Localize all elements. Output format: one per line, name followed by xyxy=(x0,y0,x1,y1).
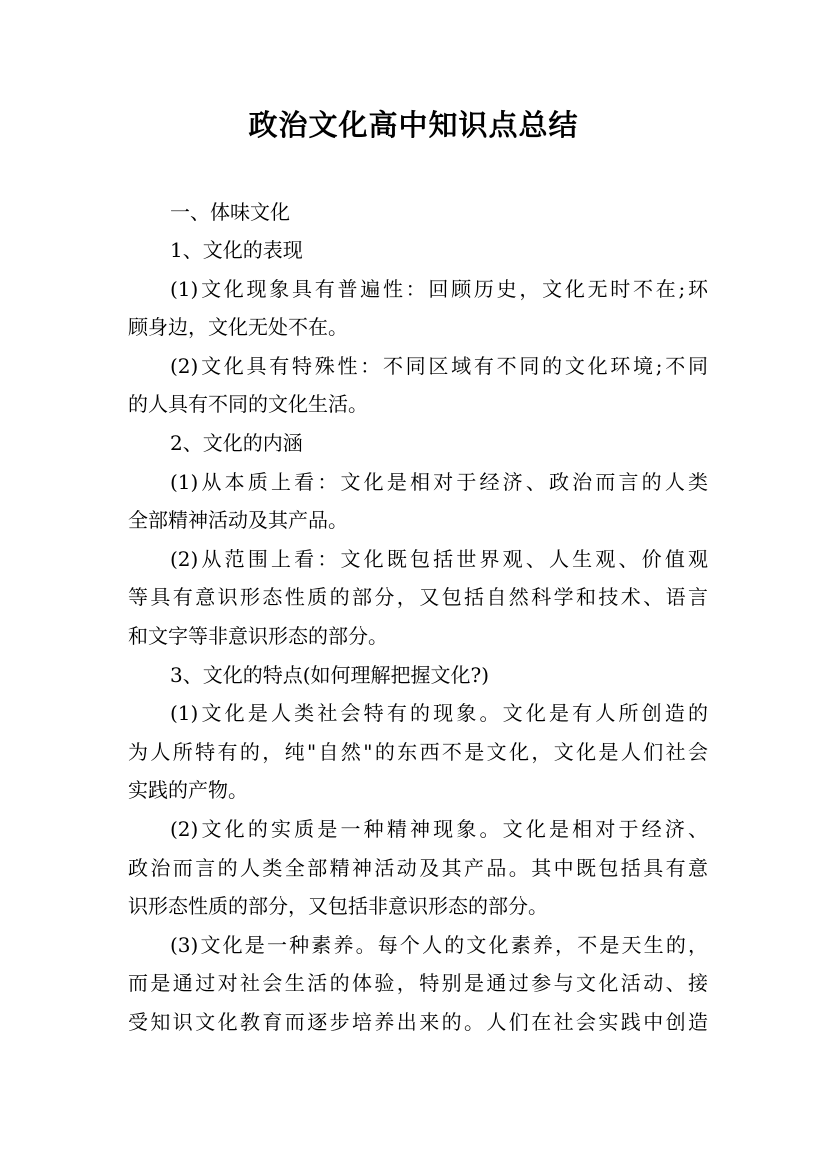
subheading-2: 2、文化的内涵 xyxy=(170,431,303,455)
document-title: 政治文化高中知识点总结 xyxy=(248,108,579,142)
paragraph-line: 全部精神活动及其产品。 xyxy=(128,508,348,532)
paragraph-line: (1)文化是人类社会特有的现象。文化是有人所创造的 xyxy=(170,701,708,725)
paragraph-line: 顾身边，文化无处不在。 xyxy=(128,315,348,339)
paragraph-line: 实践的产物。 xyxy=(128,778,248,802)
paragraph-line: 受知识文化教育而逐步培养出来的。人们在社会实践中创造 xyxy=(128,1010,708,1034)
paragraph-line: 而是通过对社会生活的体验，特别是通过参与文化活动、接 xyxy=(128,971,708,995)
paragraph-line: (2)文化的实质是一种精神现象。文化是相对于经济、 xyxy=(170,817,708,841)
paragraph-line: 和文字等非意识形态的部分。 xyxy=(128,624,388,648)
paragraph-line: 的人具有不同的文化生活。 xyxy=(128,392,368,416)
subheading-3: 3、文化的特点(如何理解把握文化?) xyxy=(170,663,490,687)
paragraph-line: (2)从范围上看：文化既包括世界观、人生观、价值观 xyxy=(170,547,708,571)
paragraph-line: 识形态性质的部分，又包括非意识形态的部分。 xyxy=(128,894,548,918)
heading-1: 一、体味文化 xyxy=(170,200,290,224)
paragraph-line: 等具有意识形态性质的部分，又包括自然科学和技术、语言 xyxy=(128,585,708,609)
paragraph-line: 政治而言的人类全部精神活动及其产品。其中既包括具有意 xyxy=(128,856,708,880)
paragraph-line: 为人所特有的，纯"自然"的东西不是文化，文化是人们社会 xyxy=(128,740,708,764)
paragraph-line: (2)文化具有特殊性：不同区域有不同的文化环境;不同 xyxy=(170,354,708,378)
paragraph-line: (1)从本质上看：文化是相对于经济、政治而言的人类 xyxy=(170,470,708,494)
subheading-1: 1、文化的表现 xyxy=(170,238,303,262)
paragraph-line: (3)文化是一种素养。每个人的文化素养，不是天生的， xyxy=(170,933,708,957)
paragraph-line: (1)文化现象具有普遍性：回顾历史，文化无时不在;环 xyxy=(170,277,708,301)
